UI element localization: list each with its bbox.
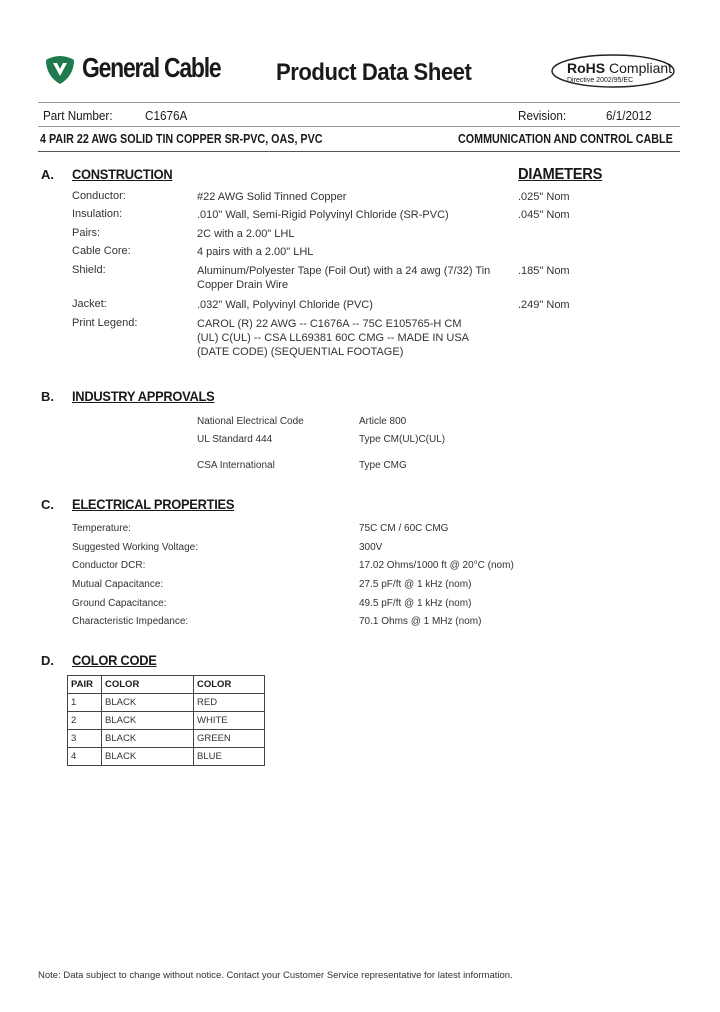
construction-value: 2C with a 2.00" LHL	[197, 228, 295, 240]
property-name: Conductor DCR:	[72, 560, 146, 571]
construction-value: .032" Wall, Polyvinyl Chloride (PVC)	[197, 299, 373, 311]
approval-value: Article 800	[359, 416, 407, 427]
divider	[38, 151, 680, 152]
general-cable-shield-icon	[44, 54, 76, 86]
product-category: COMMUNICATION AND CONTROL CABLE	[458, 132, 673, 146]
table-cell: 1	[68, 694, 102, 712]
property-name: Temperature:	[72, 523, 131, 534]
diameter-value: .185" Nom	[518, 265, 570, 277]
property-name: Suggested Working Voltage:	[72, 542, 199, 553]
construction-value: #22 AWG Solid Tinned Copper	[197, 191, 347, 203]
revision-label: Revision:	[518, 108, 567, 123]
construction-value: CAROL (R) 22 AWG -- C1676A -- 75C E105765-H CM	[197, 318, 462, 330]
diameter-value: .045" Nom	[518, 209, 570, 221]
section-title-construction: CONSTRUCTION	[72, 166, 173, 182]
property-value: 27.5 pF/ft @ 1 kHz (nom)	[359, 579, 472, 590]
property-value: 70.1 Ohms @ 1 MHz (nom)	[359, 616, 482, 627]
section-letter: D.	[41, 653, 54, 668]
construction-label: Jacket:	[72, 298, 107, 310]
section-letter: B.	[41, 389, 54, 404]
table-header-cell: COLOR	[102, 676, 194, 694]
property-value: 75C CM / 60C CMG	[359, 523, 449, 534]
construction-label: Shield:	[72, 264, 106, 276]
part-number-value: C1676A	[145, 108, 188, 123]
rohs-label: RoHS Compliant	[567, 60, 673, 76]
construction-value: 4 pairs with a 2.00" LHL	[197, 246, 314, 258]
table-header-cell: PAIR	[68, 676, 102, 694]
table-row	[68, 730, 265, 748]
table-cell: 2	[68, 712, 102, 730]
property-value: 17.02 Ohms/1000 ft @ 20°C (nom)	[359, 560, 514, 571]
color-code-table	[67, 675, 265, 766]
construction-label: Conductor:	[72, 190, 126, 202]
property-value: 300V	[359, 542, 383, 553]
construction-label: Cable Core:	[72, 245, 131, 257]
property-name: Ground Capacitance:	[72, 598, 167, 609]
approval-name: National Electrical Code	[197, 416, 304, 427]
table-cell: GREEN	[194, 730, 265, 748]
construction-value: (UL) C(UL) -- CSA LL69381 60C CMG -- MADE IN USA	[197, 332, 470, 344]
table-cell: WHITE	[194, 712, 265, 730]
part-number-label: Part Number:	[43, 108, 113, 123]
table-row	[68, 748, 265, 766]
table-cell: 3	[68, 730, 102, 748]
approval-name: UL Standard 444	[197, 434, 273, 445]
section-letter: A.	[41, 167, 54, 182]
table-cell: BLACK	[102, 730, 194, 748]
revision-value: 6/1/2012	[606, 108, 652, 123]
construction-value: Aluminum/Polyester Tape (Foil Out) with a 24 awg (7/32) Tin	[197, 265, 491, 277]
divider	[38, 102, 680, 103]
section-letter: C.	[41, 497, 54, 512]
table-cell: 4	[68, 748, 102, 766]
approval-name: CSA International	[197, 460, 275, 471]
divider	[38, 126, 680, 127]
table-cell: RED	[194, 694, 265, 712]
table-cell: BLUE	[194, 748, 265, 766]
page-title: Product Data Sheet	[276, 59, 472, 86]
construction-label: Print Legend:	[72, 317, 138, 329]
section-title-electrical: ELECTRICAL PROPERTIES	[72, 496, 235, 512]
property-value: 49.5 pF/ft @ 1 kHz (nom)	[359, 598, 472, 609]
construction-value: .010" Wall, Semi-Rigid Polyvinyl Chloride (SR-PVC)	[197, 209, 449, 221]
table-header-cell: COLOR	[194, 676, 265, 694]
table-cell: BLACK	[102, 694, 194, 712]
table-cell: BLACK	[102, 712, 194, 730]
construction-value: Copper Drain Wire	[197, 279, 289, 291]
construction-label: Pairs:	[72, 227, 101, 239]
rohs-directive: Directive 2002/95/EC	[567, 77, 634, 84]
table-row	[68, 712, 265, 730]
property-name: Characteristic Impedance:	[72, 616, 189, 627]
product-description: 4 PAIR 22 AWG SOLID TIN COPPER SR-PVC, OAS, PVC	[40, 132, 323, 146]
footer-note: Note: Data subject to change without notice. Contact your Customer Service representative for latest information.	[38, 970, 513, 981]
diameter-value: .249" Nom	[518, 299, 570, 311]
section-title-approvals: INDUSTRY APPROVALS	[72, 388, 215, 404]
company-name: General Cable	[82, 52, 221, 83]
table-cell: BLACK	[102, 748, 194, 766]
property-name: Mutual Capacitance:	[72, 579, 164, 590]
diameter-value: .025" Nom	[518, 191, 570, 203]
table-header-row	[68, 676, 265, 694]
section-title-color-code: COLOR CODE	[72, 652, 157, 668]
construction-label: Insulation:	[72, 208, 123, 220]
approval-value: Type CMG	[359, 460, 407, 471]
diameters-title: DIAMETERS	[518, 166, 603, 183]
approval-value: Type CM(UL)C(UL)	[359, 434, 446, 445]
rohs-badge	[548, 52, 678, 92]
table-row	[68, 694, 265, 712]
construction-value: (DATE CODE) (SEQUENTIAL FOOTAGE)	[197, 346, 404, 358]
